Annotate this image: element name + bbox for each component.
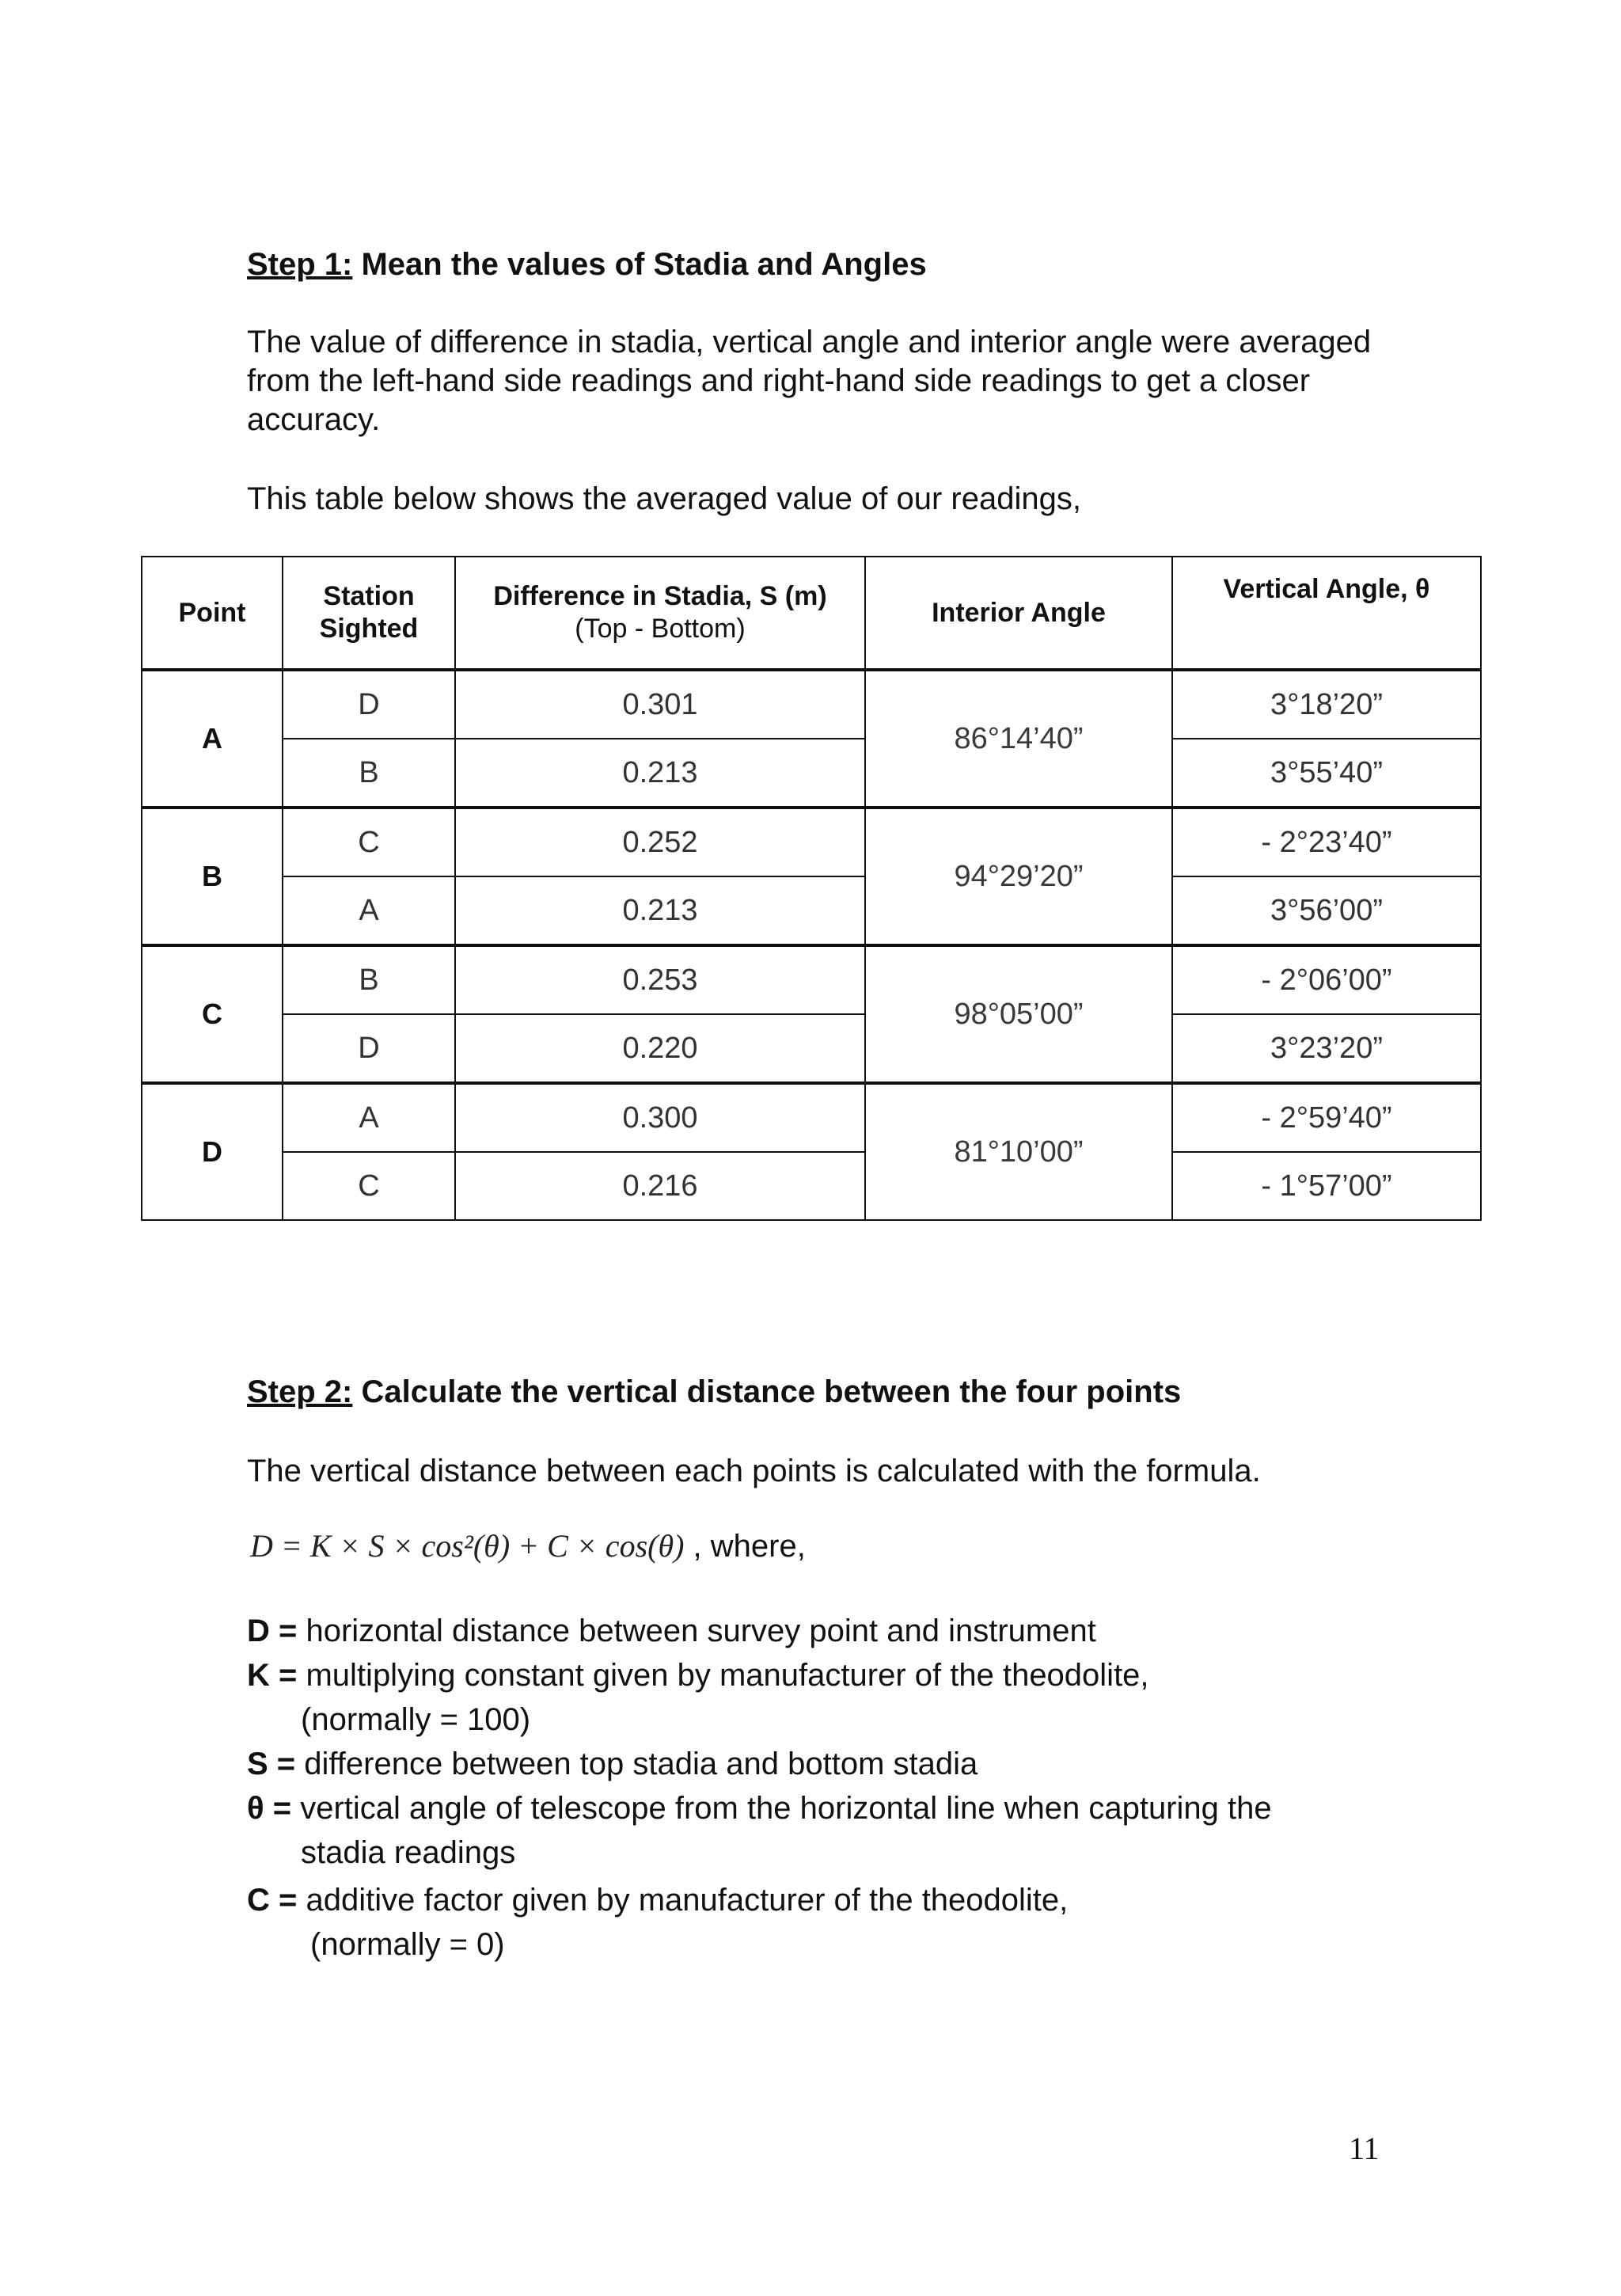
definition-d bbox=[247, 1609, 1096, 1653]
step2-intro: The vertical distance between each points is calculated with the formula. bbox=[247, 1454, 1261, 1488]
definition-c bbox=[247, 1878, 1068, 1967]
definition-symbol: S = bbox=[247, 1747, 296, 1781]
station-cell: A bbox=[283, 1083, 455, 1152]
table-row bbox=[142, 670, 1481, 739]
step1-title: Mean the values of Stadia and Angles bbox=[361, 247, 927, 282]
header-stadia-sub: (Top - Bottom) bbox=[575, 614, 746, 644]
header-station-label: Station Sighted bbox=[319, 581, 419, 644]
distance-formula bbox=[250, 1526, 806, 1566]
definition-text: difference between top stadia and bottom stadia bbox=[304, 1747, 978, 1781]
definition-text: multiplying constant given by manufacturer of the theodolite, bbox=[306, 1658, 1149, 1693]
definition-text: horizontal distance between survey point and instrument bbox=[306, 1614, 1096, 1648]
definition-symbol: K = bbox=[247, 1658, 298, 1693]
definition-symbol: C = bbox=[247, 1883, 298, 1918]
formula-suffix: , where, bbox=[693, 1529, 806, 1564]
stadia-cell: 0.216 bbox=[455, 1152, 865, 1220]
vertical-angle-cell: - 2°06’00” bbox=[1172, 945, 1481, 1014]
stadia-cell: 0.213 bbox=[455, 876, 865, 945]
table-header-row bbox=[142, 557, 1481, 670]
header-interior: Interior Angle bbox=[865, 557, 1172, 670]
table-row bbox=[142, 1083, 1481, 1152]
formula-expression: D = K × S × cos²(θ) + C × cos(θ) bbox=[250, 1528, 685, 1564]
table-row bbox=[142, 945, 1481, 1014]
table-intro: This table below shows the averaged value of our readings, bbox=[247, 481, 1081, 516]
definition-s bbox=[247, 1742, 978, 1786]
header-station bbox=[283, 557, 455, 670]
point-cell: B bbox=[142, 808, 283, 945]
header-stadia bbox=[455, 557, 865, 670]
table-row bbox=[142, 739, 1481, 808]
step1-heading bbox=[247, 245, 927, 283]
station-cell: B bbox=[283, 945, 455, 1014]
station-cell: A bbox=[283, 876, 455, 945]
interior-angle-cell: 86°14’40” bbox=[865, 670, 1172, 808]
stadia-cell: 0.252 bbox=[455, 808, 865, 876]
header-stadia-label: Difference in Stadia, S (m) bbox=[493, 581, 827, 611]
vertical-angle-cell: - 1°57’00” bbox=[1172, 1152, 1481, 1220]
definition-theta bbox=[247, 1786, 1272, 1875]
step1-paragraph: The value of difference in stadia, vertical angle and interior angle were averaged from the left-hand side readings and right-hand side readings to get a closer accuracy. bbox=[247, 325, 1372, 437]
stadia-cell: 0.301 bbox=[455, 670, 865, 739]
step2-heading bbox=[247, 1373, 1181, 1411]
header-point: Point bbox=[142, 557, 283, 670]
station-cell: D bbox=[283, 1014, 455, 1083]
vertical-angle-cell: 3°55’40” bbox=[1172, 739, 1481, 808]
definition-continuation: stadia readings bbox=[301, 1835, 516, 1870]
table-row bbox=[142, 1014, 1481, 1083]
stadia-cell: 0.220 bbox=[455, 1014, 865, 1083]
station-cell: D bbox=[283, 670, 455, 739]
header-vertical: Vertical Angle, θ bbox=[1172, 557, 1481, 670]
step2-lead: Step 2: bbox=[247, 1374, 353, 1409]
vertical-angle-cell: 3°18’20” bbox=[1172, 670, 1481, 739]
station-cell: C bbox=[283, 808, 455, 876]
readings-table bbox=[141, 556, 1482, 1221]
vertical-angle-cell: - 2°59’40” bbox=[1172, 1083, 1481, 1152]
point-cell: C bbox=[142, 945, 283, 1083]
definition-text: additive factor given by manufacturer of the theodolite, bbox=[306, 1883, 1069, 1918]
station-cell: C bbox=[283, 1152, 455, 1220]
vertical-angle-cell: 3°23’20” bbox=[1172, 1014, 1481, 1083]
definition-symbol: D = bbox=[247, 1614, 298, 1648]
definition-continuation: (normally = 0) bbox=[310, 1927, 505, 1962]
point-cell: A bbox=[142, 670, 283, 808]
step1-lead: Step 1: bbox=[247, 247, 353, 282]
interior-angle-cell: 98°05’00” bbox=[865, 945, 1172, 1083]
point-cell: D bbox=[142, 1083, 283, 1220]
vertical-angle-cell: 3°56’00” bbox=[1172, 876, 1481, 945]
station-cell: B bbox=[283, 739, 455, 808]
vertical-angle-cell: - 2°23’40” bbox=[1172, 808, 1481, 876]
definition-text: vertical angle of telescope from the horizontal line when capturing the bbox=[300, 1791, 1272, 1826]
table-row bbox=[142, 1152, 1481, 1220]
table-row bbox=[142, 876, 1481, 945]
table-row bbox=[142, 808, 1481, 876]
interior-angle-cell: 81°10’00” bbox=[865, 1083, 1172, 1220]
stadia-cell: 0.300 bbox=[455, 1083, 865, 1152]
definition-k bbox=[247, 1653, 1149, 1742]
interior-angle-cell: 94°29’20” bbox=[865, 808, 1172, 945]
definition-symbol: θ = bbox=[247, 1791, 292, 1826]
stadia-cell: 0.253 bbox=[455, 945, 865, 1014]
step2-title: Calculate the vertical distance between the four points bbox=[361, 1374, 1182, 1409]
definition-continuation: (normally = 100) bbox=[301, 1702, 531, 1737]
page-number: 11 bbox=[1349, 2131, 1380, 2166]
stadia-cell: 0.213 bbox=[455, 739, 865, 808]
